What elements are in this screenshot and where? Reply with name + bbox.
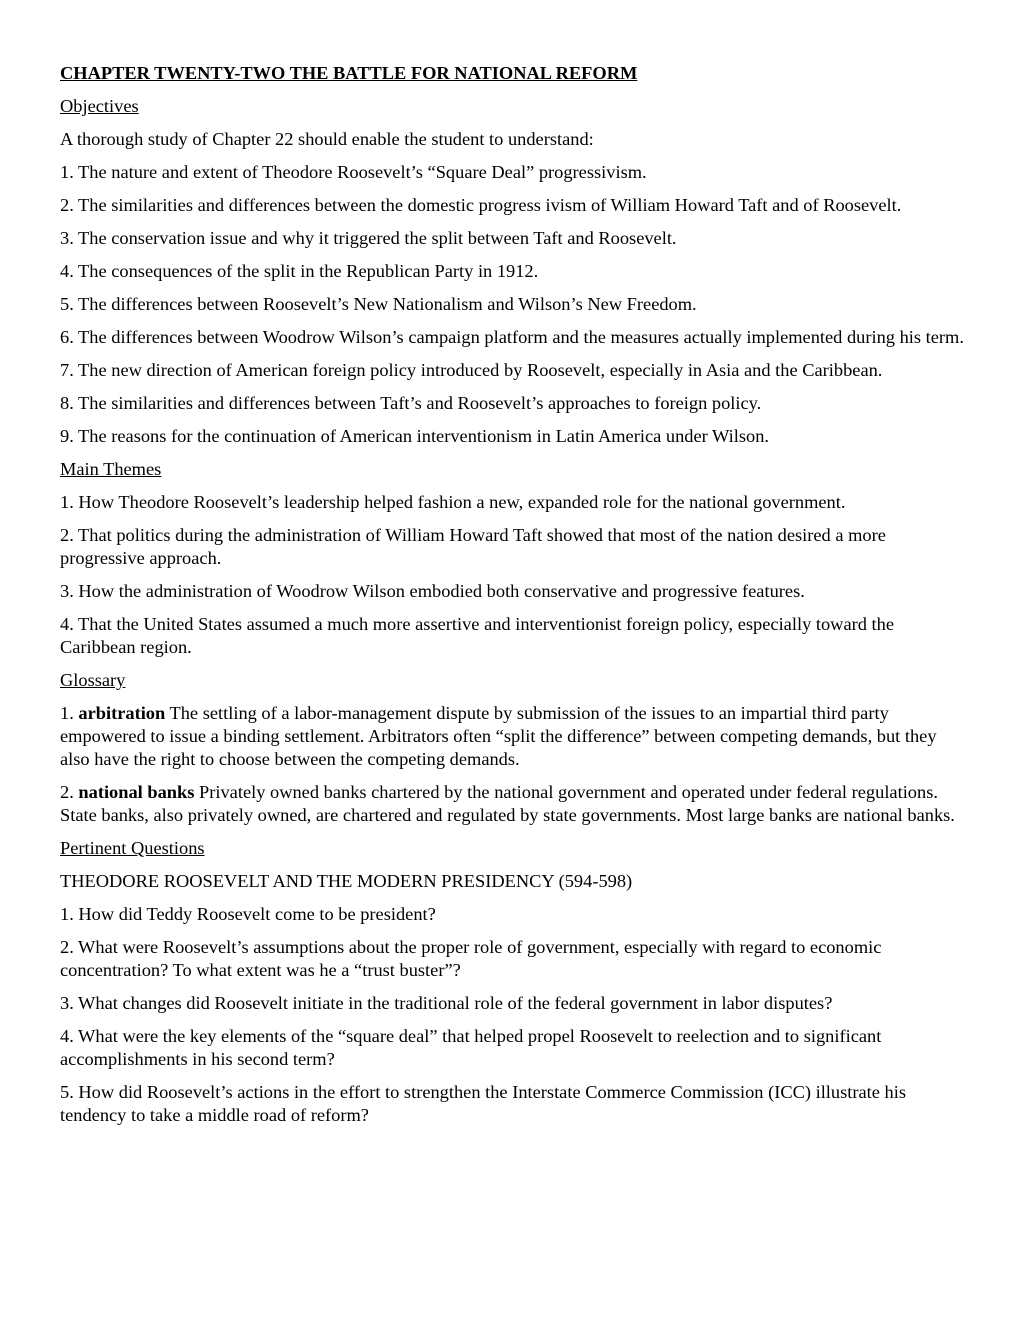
objective-item: 8. The similarities and differences between Taft’s and Roosevelt’s approaches to foreign policy. — [60, 393, 762, 413]
glossary-number: 2. — [60, 782, 79, 802]
main-themes-heading: Main Themes — [60, 459, 162, 479]
objective-item: 4. The consequences of the split in the Republican Party in 1912. — [60, 261, 539, 281]
theme-item: 1. How Theodore Roosevelt’s leadership helped fashion a new, expanded role for the national government. — [60, 492, 846, 512]
glossary-term: national banks — [78, 782, 195, 802]
question-item: 2. What were Roosevelt’s assumptions about the proper role of government, especially with regard to economic concentration? To what extent was he a “trust buster”? — [60, 937, 882, 980]
objective-item: 3. The conservation issue and why it triggered the split between Taft and Roosevelt. — [60, 228, 677, 248]
document-page — [60, 62, 970, 1137]
glossary-term: arbitration — [78, 703, 166, 723]
objective-item: 6. The differences between Woodrow Wilson’s campaign platform and the measures actually implemented during his term. — [60, 327, 964, 347]
objective-item: 1. The nature and extent of Theodore Roosevelt’s “Square Deal” progressivism. — [60, 162, 647, 182]
objective-item: 7. The new direction of American foreign policy introduced by Roosevelt, especially in Asia and the Caribbean. — [60, 360, 883, 380]
objective-item: 9. The reasons for the continuation of American interventionism in Latin America under Wilson. — [60, 426, 769, 446]
pertinent-questions-heading: Pertinent Questions — [60, 838, 205, 858]
glossary-definition: Privately owned banks chartered by the national government and operated under federal regulations. State banks, also privately owned, are chartered and regulated by state governments. Most large banks are national banks. — [60, 782, 955, 825]
theme-item: 3. How the administration of Woodrow Wilson embodied both conservative and progressive features. — [60, 581, 805, 601]
chapter-title: CHAPTER TWENTY-TWO THE BATTLE FOR NATIONAL REFORM — [60, 63, 638, 83]
glossary-entry — [60, 702, 970, 771]
theme-item: 2. That politics during the administration of William Howard Taft showed that most of the nation desired a more progressive approach. — [60, 525, 886, 568]
glossary-number: 1. — [60, 703, 79, 723]
objective-item: 5. The differences between Roosevelt’s New Nationalism and Wilson’s New Freedom. — [60, 294, 697, 314]
question-item: 4. What were the key elements of the “square deal” that helped propel Roosevelt to reelection and to significant accomplishments in his second term? — [60, 1026, 882, 1069]
glossary-heading: Glossary — [60, 670, 126, 690]
objectives-intro: A thorough study of Chapter 22 should enable the student to understand: — [60, 129, 594, 149]
theme-item: 4. That the United States assumed a much more assertive and interventionist foreign policy, especially toward the Caribbean region. — [60, 614, 894, 657]
objective-item: 2. The similarities and differences between the domestic progress ivism of William Howard Taft and of Roosevelt. — [60, 195, 902, 215]
question-item: 5. How did Roosevelt’s actions in the effort to strengthen the Interstate Commerce Commission (ICC) illustrate his tendency to take a middle road of reform? — [60, 1082, 906, 1125]
questions-section-title: THEODORE ROOSEVELT AND THE MODERN PRESIDENCY (594-598) — [60, 871, 633, 891]
question-item: 3. What changes did Roosevelt initiate in the traditional role of the federal government in labor disputes? — [60, 993, 833, 1013]
glossary-definition: The settling of a labor-management dispute by submission of the issues to an impartial third party empowered to issue a binding settlement. Arbitrators often “split the difference” between competing demands, but they also have the right to choose between the competing demands. — [60, 703, 937, 769]
objectives-heading: Objectives — [60, 96, 139, 116]
question-item: 1. How did Teddy Roosevelt come to be president? — [60, 904, 436, 924]
glossary-entry — [60, 781, 970, 827]
